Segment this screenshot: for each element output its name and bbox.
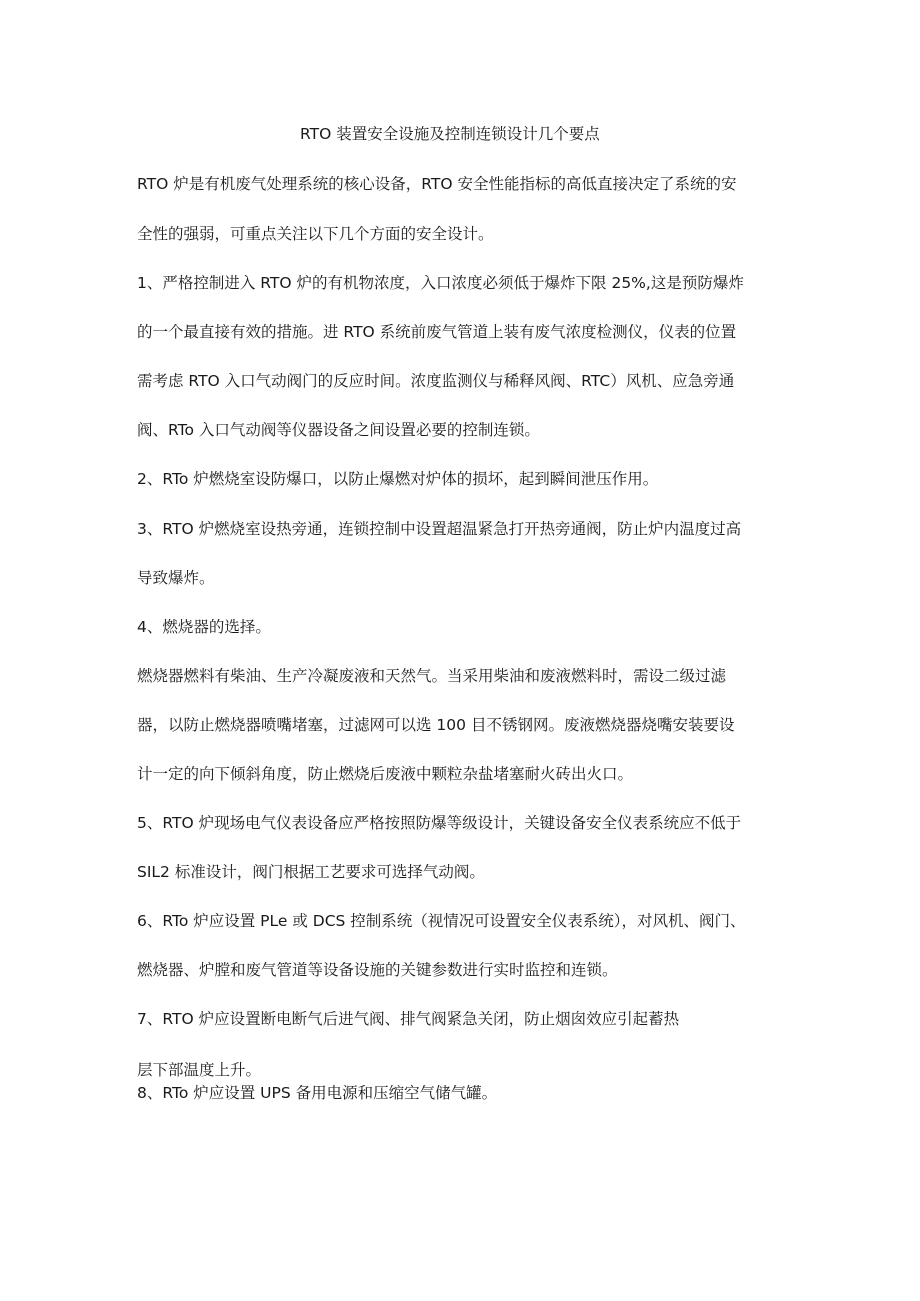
text-line: 全性的强弱，可重点关注以下几个方面的安全设计。 [137,225,494,243]
text-line: 3、RTO 炉燃烧室设热旁通，连锁控制中设置超温紧急打开热旁通阀，防止炉内温度过高 [137,520,742,538]
text-line: 4、燃烧器的选择。 [137,618,271,636]
text-line: SIL2 标准设计，阀门根据工艺要求可选择气动阀。 [137,863,485,881]
text-line: 燃烧器、炉膛和废气管道等设备设施的关键参数进行实时监控和连锁。 [137,961,618,979]
text-line: 层下部温度上升。 [137,1061,262,1079]
text-line: 1、严格控制进入 RTO 炉的有机物浓度，入口浓度必须低于爆炸下限 25%,这是预防爆炸 [137,274,744,292]
text-line: RTO 炉是有机废气处理系统的核心设备，RTO 安全性能指标的高低直接决定了系统的安 [137,175,737,193]
text-line: 阀、RTo 入口气动阀等仪器设备之间设置必要的控制连锁。 [137,421,540,439]
text-line: 的一个最直接有效的措施。进 RTO 系统前废气管道上装有废气浓度检测仪，仪表的位置 [137,323,737,341]
document-title: RTO 装置安全设施及控制连锁设计几个要点 [300,125,600,143]
text-line: 需考虑 RTO 入口气动阀门的反应时间。浓度监测仪与稀释风阀、RTC）风机、应急旁通 [137,372,735,390]
text-line: 8、RTo 炉应设置 UPS 备用电源和压缩空气储气罐。 [137,1084,498,1102]
text-line: 燃烧器燃料有柴油、生产冷凝废液和天然气。当采用柴油和废液燃料时，需设二级过滤 [137,667,727,685]
text-line: 导致爆炸。 [137,569,215,587]
text-line: 器，以防止燃烧器喷嘴堵塞，过滤网可以选 100 目不锈钢网。废液燃烧器烧嘴安装要设 [137,716,735,734]
text-line: 5、RTO 炉现场电气仪表设备应严格按照防爆等级设计，关键设备安全仪表系统应不低于 [137,814,742,832]
text-line: 6、RTo 炉应设置 PLe 或 DCS 控制系统（视情况可设置安全仪表系统），对风机、阀门、 [137,912,746,930]
text-line: 7、RTO 炉应设置断电断气后进气阀、排气阀紧急关闭，防止烟囱效应引起蓄热 [137,1010,680,1028]
text-line: 计一定的向下倾斜角度，防止燃烧后废液中颗粒杂盐堵塞耐火砖出火口。 [137,765,634,783]
text-line: 2、RTo 炉燃烧室设防爆口，以防止爆燃对炉体的损坏，起到瞬间泄压作用。 [137,470,659,488]
